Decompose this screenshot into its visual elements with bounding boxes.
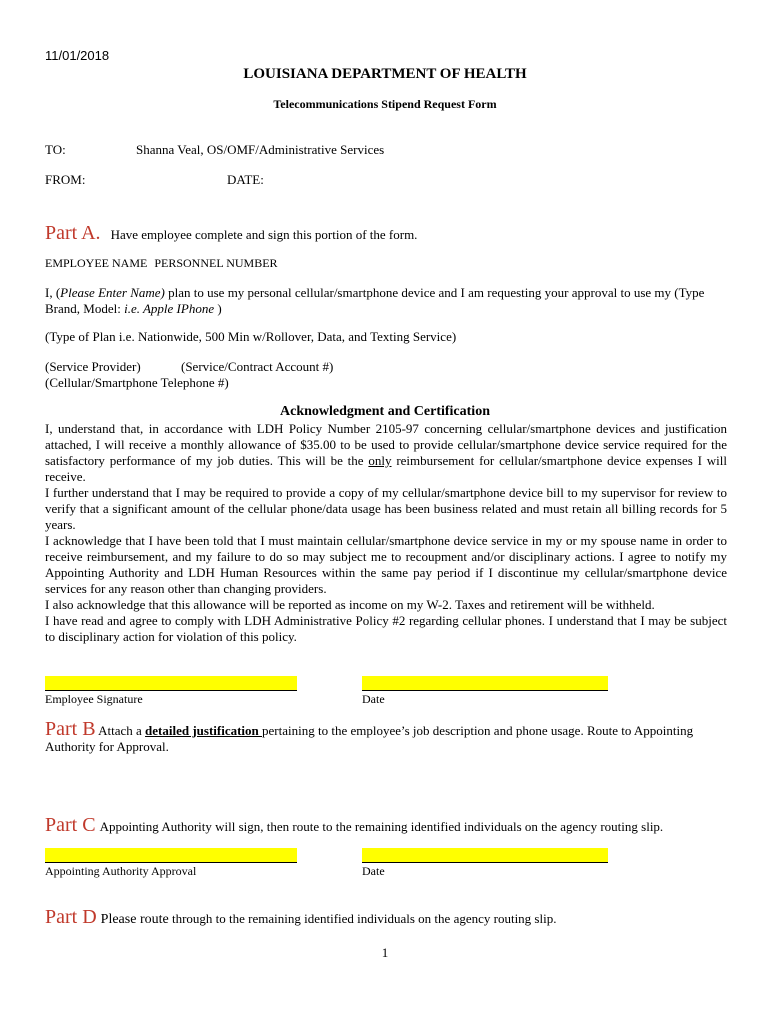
name-placeholder: Please Enter Name): [60, 285, 165, 300]
ack-paragraph-1: [45, 421, 727, 485]
appointing-authority-label: Appointing Authority Approval: [45, 864, 197, 878]
ack-p1-a: I, understand that, in accordance with LDH Policy Number 2105-97 concerning cellular/smartphone devices and justification attached, I will receive a monthly allowance of $35.00 to be used to provide cellular/smartphone device service required for the satisfactory performance of my job duties. This will be the: [45, 421, 727, 468]
request-text-1: I, (: [45, 285, 61, 300]
part-b-text-2: pertaining to the employee’s job description and phone usage. Route to Appointing Authority for Approval.: [45, 723, 694, 754]
part-c-text: Appointing Authority will sign, then route to the remaining identified individuals on the agency routing slip.: [99, 819, 664, 834]
ack-paragraph-5: I have read and agree to comply with LDH Administrative Policy #2 regarding cellular phones. I understand that I may be subject to disciplinary action for violation of this policy.: [45, 613, 727, 644]
ack-only: only: [368, 453, 392, 468]
form-title: Telecommunications Stipend Request Form: [273, 97, 497, 111]
page-number: 1: [381, 945, 389, 960]
date-label: DATE:: [227, 172, 264, 187]
telephone-label: (Cellular/Smartphone Telephone #): [45, 375, 229, 390]
appointing-authority-signature-field[interactable]: [45, 848, 297, 863]
contract-account-label: (Service/Contract Account #): [181, 359, 334, 374]
plan-type-text: (Type of Plan i.e. Nationwide, 500 Min w/Rollover, Data, and Texting Service): [45, 329, 457, 344]
to-value: Shanna Veal, OS/OMF/Administrative Services: [136, 142, 385, 157]
employee-name-label: EMPLOYEE NAME: [45, 256, 148, 270]
request-text-2: plan to use my personal cellular/smartphone device and I am requesting your approval to use my (Type Brand, Model:: [45, 285, 705, 316]
part-a-instruction: Have employee complete and sign this portion of the form.: [110, 227, 418, 242]
part-a-title: Part A.: [45, 222, 101, 244]
employee-info-labels: [45, 256, 278, 271]
employee-signature-date-field[interactable]: [362, 676, 608, 691]
part-b-text-1: Attach a: [98, 723, 146, 738]
part-d-text-2: through to the remaining identified individuals on the agency routing slip.: [168, 911, 557, 926]
request-text-3: ): [214, 301, 222, 316]
part-a-heading: [45, 222, 417, 245]
appointing-date-label: Date: [362, 864, 385, 878]
employee-signature-field[interactable]: [45, 676, 297, 691]
part-c-title: Part C: [45, 814, 96, 836]
part-d-text-1: Please route: [100, 912, 169, 927]
part-d-section: [45, 906, 556, 929]
device-example: i.e. Apple IPhone: [124, 301, 215, 316]
part-d-title: Part D: [45, 906, 97, 928]
ack-paragraph-2: I further understand that I may be required to provide a copy of my cellular/smartphone device bill to my supervisor for review to verify that a significant amount of the cellular phone/data usage has been business related and must retain all billing records for 5 years.: [45, 485, 727, 532]
ack-paragraph-4: I also acknowledge that this allowance will be reported as income on my W-2. Taxes and retirement will be withheld.: [45, 597, 655, 612]
part-b-title: Part B: [45, 718, 96, 740]
employee-date-label: Date: [362, 692, 385, 706]
personnel-number-label: PERSONNEL NUMBER: [154, 256, 278, 270]
ack-paragraph-3: I acknowledge that I have been told that I must maintain cellular/smartphone device service in my or my spouse name in order to receive reimbursement, and my failure to do so may subject me to recoupment and/or disciplinary actions. I agree to notify my Appointing Authority and LDH Human Resources within the same pay period if I discontinue my cellular/smartphone device services for any reason other than changing providers.: [45, 533, 727, 596]
agency-title: LOUISIANA DEPARTMENT OF HEALTH: [243, 66, 527, 82]
detailed-justification: detailed justification: [145, 723, 263, 738]
from-label: FROM:: [45, 172, 86, 187]
acknowledgment-heading: Acknowledgment and Certification: [280, 404, 490, 419]
to-label: TO:: [45, 142, 66, 157]
appointing-authority-date-field[interactable]: [362, 848, 608, 863]
acknowledgment-body: [45, 421, 727, 645]
ack-p1-b: reimbursement for cellular/smartphone device expenses I will receive.: [45, 453, 727, 484]
device-request-text: [45, 285, 727, 317]
document-date: 11/01/2018: [45, 48, 110, 63]
part-c-section: [45, 814, 663, 837]
employee-signature-label: Employee Signature: [45, 692, 143, 706]
service-provider-label: (Service Provider): [45, 359, 141, 374]
part-b-section: [45, 718, 727, 755]
